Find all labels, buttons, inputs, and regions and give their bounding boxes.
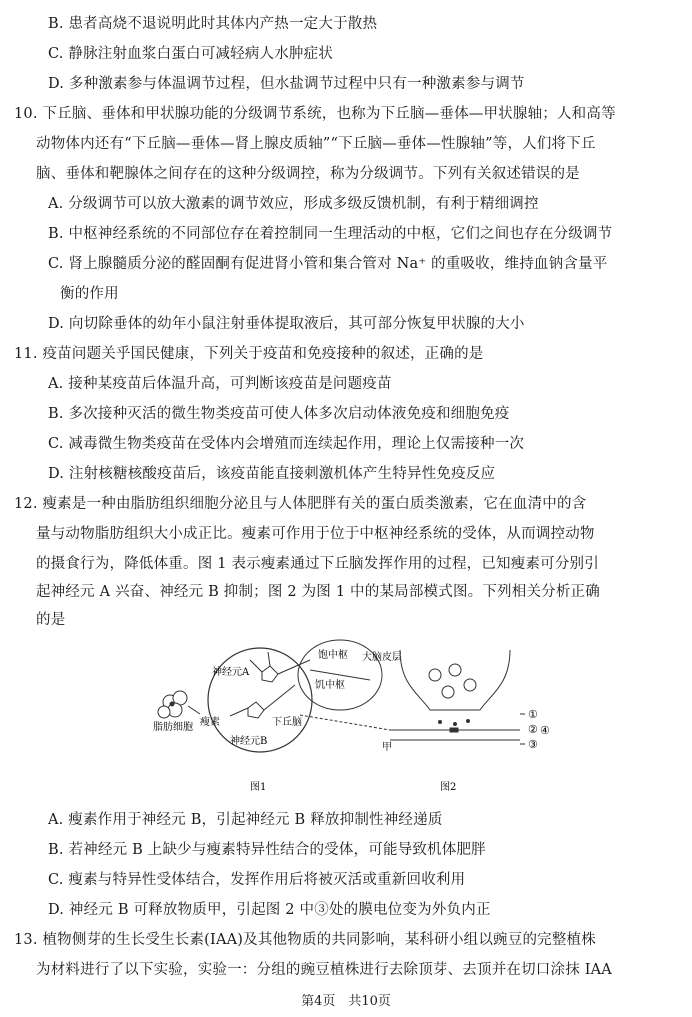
text-line: 12. 瘦素是一种由脂肪组织细胞分泌且与人体肥胖有关的蛋白质类激素，它在血清中的含 bbox=[14, 496, 587, 512]
neuron-b-label: 神经元B bbox=[230, 736, 268, 747]
label-3: ③ bbox=[528, 738, 538, 751]
text-line: 为材料进行了以下实验，实验一：分组的豌豆植株进行去除顶芽、去顶并在切口涂抹 IAA bbox=[36, 962, 612, 978]
substance-label: 甲 bbox=[382, 742, 392, 753]
text-line: C. 减毒微生物类疫苗在受体内会增殖而连续起作用，理论上仅需接种一次 bbox=[48, 436, 525, 452]
text-line: B. 若神经元 B 上缺少与瘦素特异性结合的受体，可能导致机体肥胖 bbox=[48, 842, 486, 858]
label-lines bbox=[520, 714, 525, 744]
fig1-caption: 图1 bbox=[250, 782, 267, 793]
figure-leptin bbox=[150, 630, 550, 800]
text-line: C. 静脉注射血浆白蛋白可减轻病人水肿症状 bbox=[48, 46, 333, 62]
zoom-link-line bbox=[300, 715, 390, 730]
fat-cell-label: 脂肪细胞 bbox=[153, 722, 193, 733]
center-divider bbox=[310, 670, 370, 680]
text-line: D. 向切除垂体的幼年小鼠注射垂体提取液后，其可部分恢复甲状腺的大小 bbox=[48, 316, 525, 332]
neuron-a-label: 神经元A bbox=[212, 667, 250, 678]
label-1: ① bbox=[528, 708, 538, 721]
neuron-a-icon bbox=[250, 652, 310, 682]
label-4: ④ bbox=[540, 724, 550, 737]
text-line: B. 中枢神经系统的不同部位存在着控制同一生理活动的中枢，它们之间也存在分级调节 bbox=[48, 226, 613, 242]
text-line: 衡的作用 bbox=[60, 286, 119, 302]
synapse-icon bbox=[390, 650, 520, 740]
fat-cell-icon bbox=[158, 691, 187, 718]
text-line: B. 多次接种灭活的微生物类疫苗可使人体多次启动体液免疫和细胞免疫 bbox=[48, 406, 510, 422]
text-line: C. 瘦素与特异性受体结合，发挥作用后将被灭活或重新回收利用 bbox=[48, 872, 466, 888]
leptin-label: 瘦素 bbox=[200, 717, 220, 728]
cortex-label: 大脑皮层 bbox=[362, 652, 402, 663]
text-line: 的摄食行为，降低体重。图 1 表示瘦素通过下丘脑发挥作用的过程，已知瘦素可分别引 bbox=[36, 556, 599, 572]
text-line: 脑、垂体和靶腺体之间存在的这种分级调控，称为分级调节。下列有关叙述错误的是 bbox=[36, 166, 580, 182]
text-line: 11. 疫苗问题关乎国民健康，下列关于疫苗和免疫接种的叙述，正确的是 bbox=[14, 346, 484, 362]
fig2-caption: 图2 bbox=[440, 782, 457, 793]
text-line: 量与动物脂肪组织大小成正比。瘦素可作用于位于中枢神经系统的受体，从而调控动物 bbox=[36, 526, 595, 542]
text-line: D. 注射核糖核酸疫苗后，该疫苗能直接刺激机体产生特异性免疫反应 bbox=[48, 466, 496, 482]
satiety-center-label: 饱中枢 bbox=[318, 650, 348, 661]
text-line: A. 分级调节可以放大激素的调节效应，形成多级反馈机制，有利于精细调控 bbox=[48, 196, 539, 212]
neuron-b-icon bbox=[230, 685, 295, 718]
text-line: 动物体内还有“下丘脑—垂体—肾上腺皮质轴”“下丘脑—垂体—性腺轴”等，人们将下丘 bbox=[36, 136, 596, 152]
text-line: D. 神经元 B 可释放物质甲，引起图 2 中③处的膜电位变为外负内正 bbox=[48, 902, 491, 918]
arrow-fat-leptin bbox=[188, 706, 200, 714]
text-line: B. 患者高烧不退说明此时其体内产热一定大于散热 bbox=[48, 16, 378, 32]
text-line: C. 肾上腺髓质分泌的醛固酮有促进肾小管和集合管对 Na⁺ 的重吸收，维持血钠含量平 bbox=[48, 256, 608, 272]
hypothalamus-label: 下丘脑 bbox=[272, 717, 302, 728]
text-line: 起神经元 A 兴奋、神经元 B 抑制；图 2 为图 1 中的某局部模式图。下列相关分析正确 bbox=[36, 584, 600, 600]
hunger-center-label: 饥中枢 bbox=[315, 680, 345, 691]
text-line: 的是 bbox=[36, 612, 66, 628]
text-line: A. 瘦素作用于神经元 B，引起神经元 B 释放抑制性神经递质 bbox=[48, 812, 443, 828]
text-line: 13. 植物侧芽的生长受生长素(IAA)及其他物质的共同影响，某科研小组以豌豆的完整植株 bbox=[14, 932, 596, 948]
text-line: D. 多种激素参与体温调节过程，但水盐调节过程中只有一种激素参与调节 bbox=[48, 76, 525, 92]
page-footer: 第4页 共10页 bbox=[301, 994, 391, 1009]
text-line: A. 接种某疫苗后体温升高，可判断该疫苗是问题疫苗 bbox=[48, 376, 392, 392]
label-2: ② bbox=[528, 723, 538, 736]
figure-svg bbox=[150, 630, 550, 800]
text-line: 10. 下丘脑、垂体和甲状腺功能的分级调节系统，也称为下丘脑—垂体—甲状腺轴；人和高等 bbox=[14, 106, 616, 122]
